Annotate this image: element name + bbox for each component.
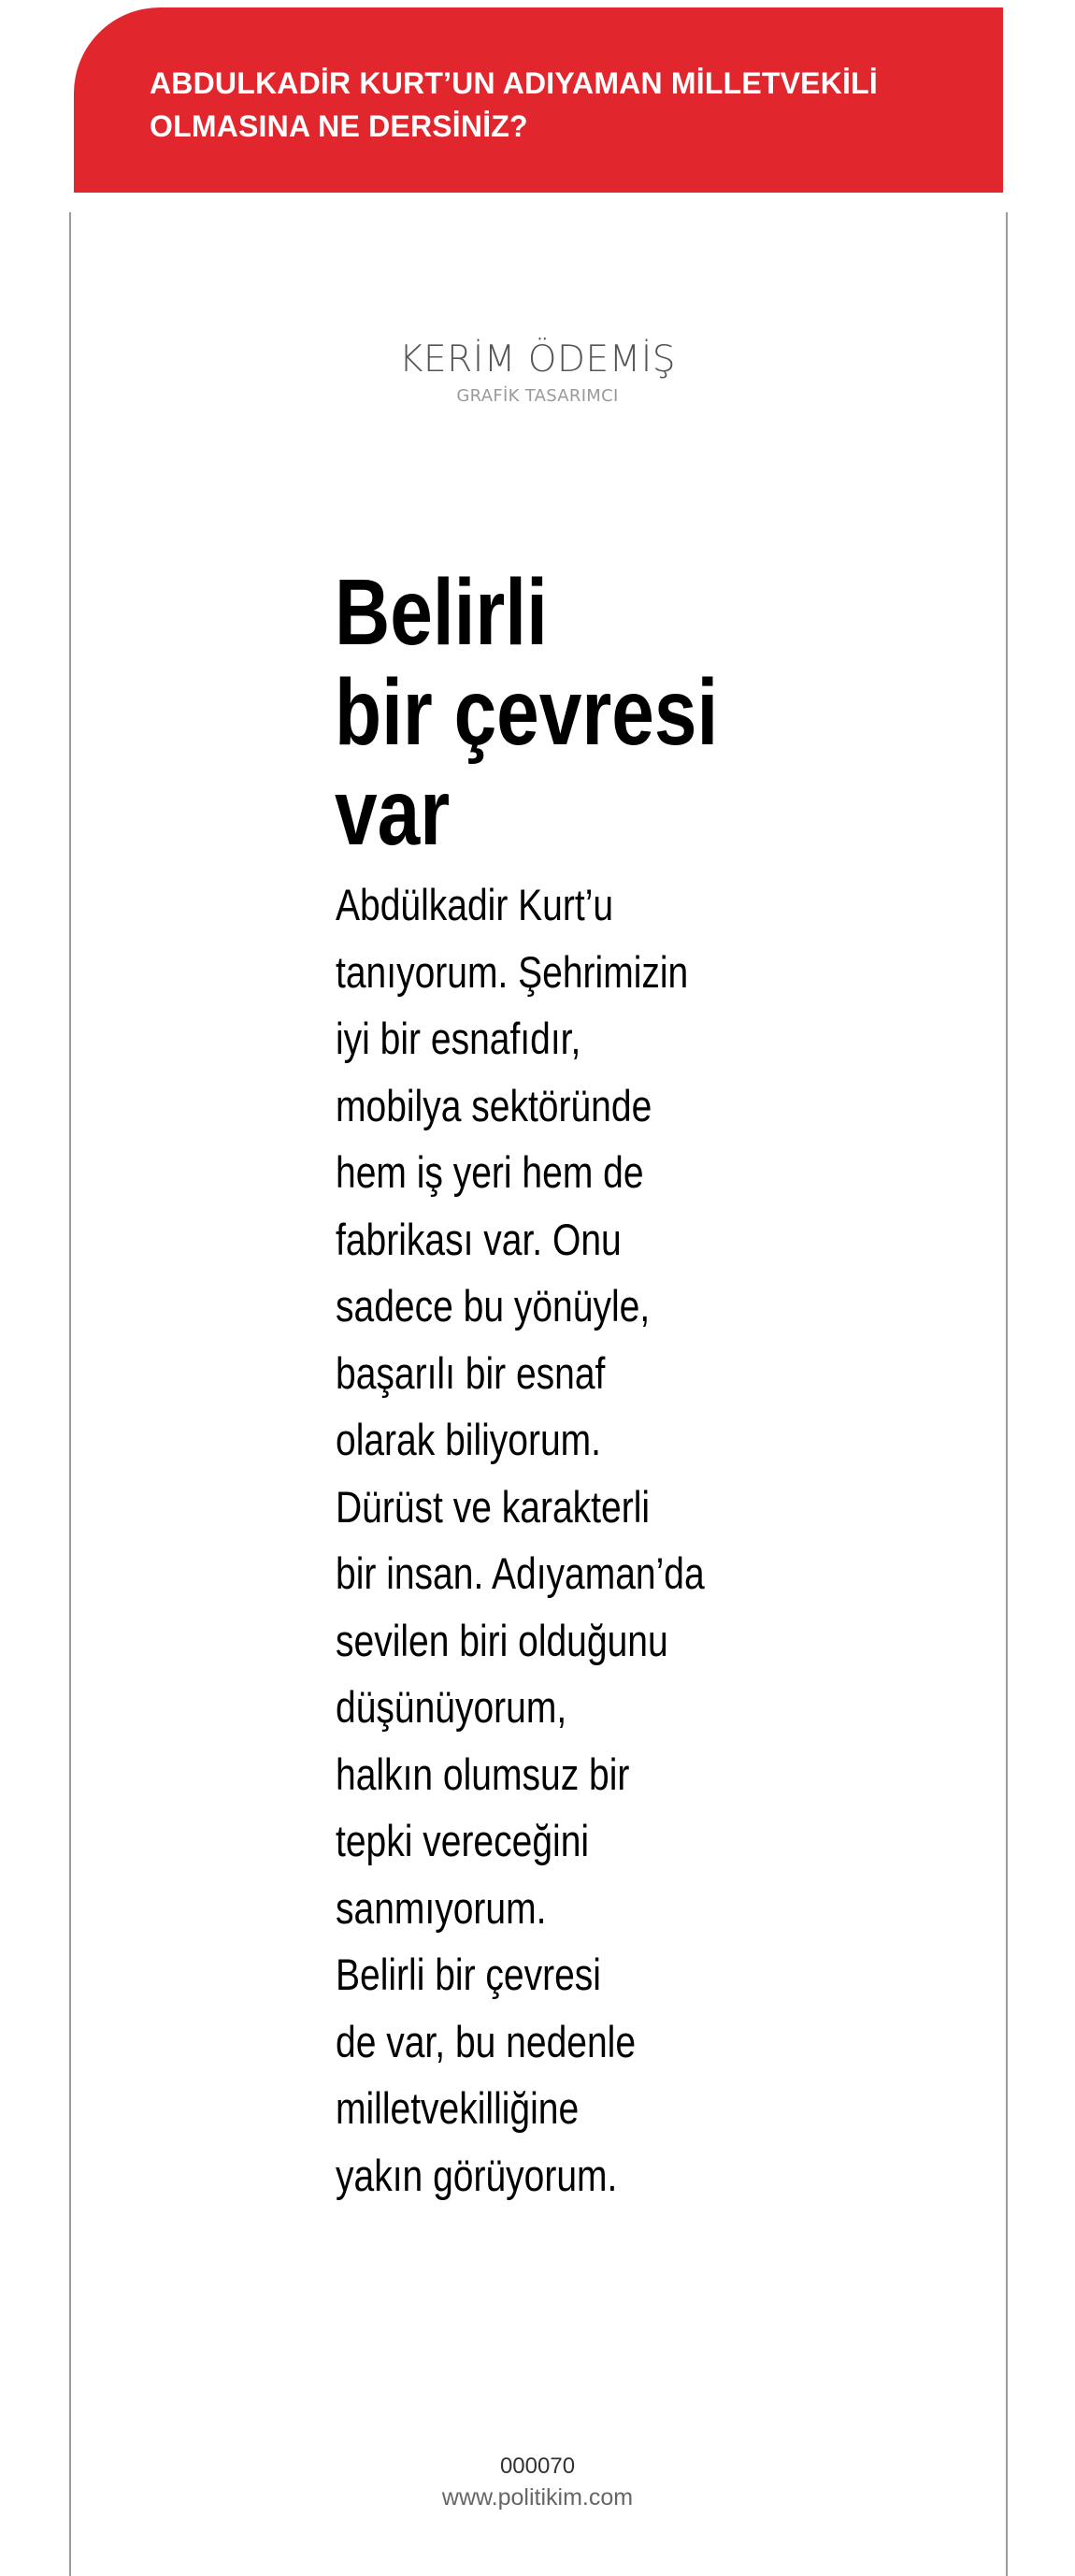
body-line: mobilya sektöründe xyxy=(336,1080,652,1130)
body-line: Dürüst ve karakterli xyxy=(336,1481,651,1532)
headline-line: Belirli xyxy=(335,560,548,665)
body-line: tanıyorum. Şehrimizin xyxy=(336,946,689,997)
site-url-link[interactable]: www.politikim.com xyxy=(441,2484,634,2511)
author-name: KERİM ÖDEMİŞ xyxy=(398,338,677,381)
body-line: sanmıyorum. xyxy=(336,1882,547,1933)
frame-border-right xyxy=(1006,212,1008,2576)
body-line: düşünüyorum, xyxy=(336,1682,567,1732)
page-footer xyxy=(0,2452,1075,2513)
header-title-line-1: ABDULKADİR KURT’UN ADIYAMAN MİLLETVEKİLİ xyxy=(150,66,878,100)
body-line: başarılı bir esnaf xyxy=(336,1347,606,1398)
article-headline xyxy=(335,560,914,865)
body-line: Abdülkadir Kurt’u xyxy=(336,880,614,929)
headline-line: bir çevresi xyxy=(335,660,719,765)
article-body xyxy=(336,871,934,2209)
body-line: iyi bir esnafıdır, xyxy=(336,1014,581,1063)
body-line: sevilen biri olduğunu xyxy=(336,1615,668,1665)
author-title: GRAFİK TASARIMCI xyxy=(456,386,619,406)
body-line: halkın olumsuz bir xyxy=(336,1749,630,1799)
body-line: sadece bu yönüyle, xyxy=(336,1281,651,1331)
body-line: milletvekilliğine xyxy=(336,2083,580,2133)
body-line: bir insan. Adıyaman’da xyxy=(336,1548,705,1598)
header-title-line-2: OLMASINA NE DERSİNİZ? xyxy=(150,109,528,143)
author-block xyxy=(0,337,1075,408)
body-line: olarak biliyorum. xyxy=(336,1415,602,1464)
body-line: fabrikası var. Onu xyxy=(336,1214,622,1264)
body-line: de var, bu nedenle xyxy=(336,2016,637,2066)
body-line: hem iş yeri hem de xyxy=(336,1147,644,1197)
headline-line: var xyxy=(335,760,451,865)
header-banner xyxy=(74,7,1003,193)
body-line: yakın görüyorum. xyxy=(336,2150,618,2200)
body-line: Belirli bir çevresi xyxy=(336,1950,601,1999)
frame-border-left xyxy=(69,212,71,2576)
body-line: tepki vereceğini xyxy=(336,1816,590,1865)
page-code: 000070 xyxy=(499,2454,576,2479)
